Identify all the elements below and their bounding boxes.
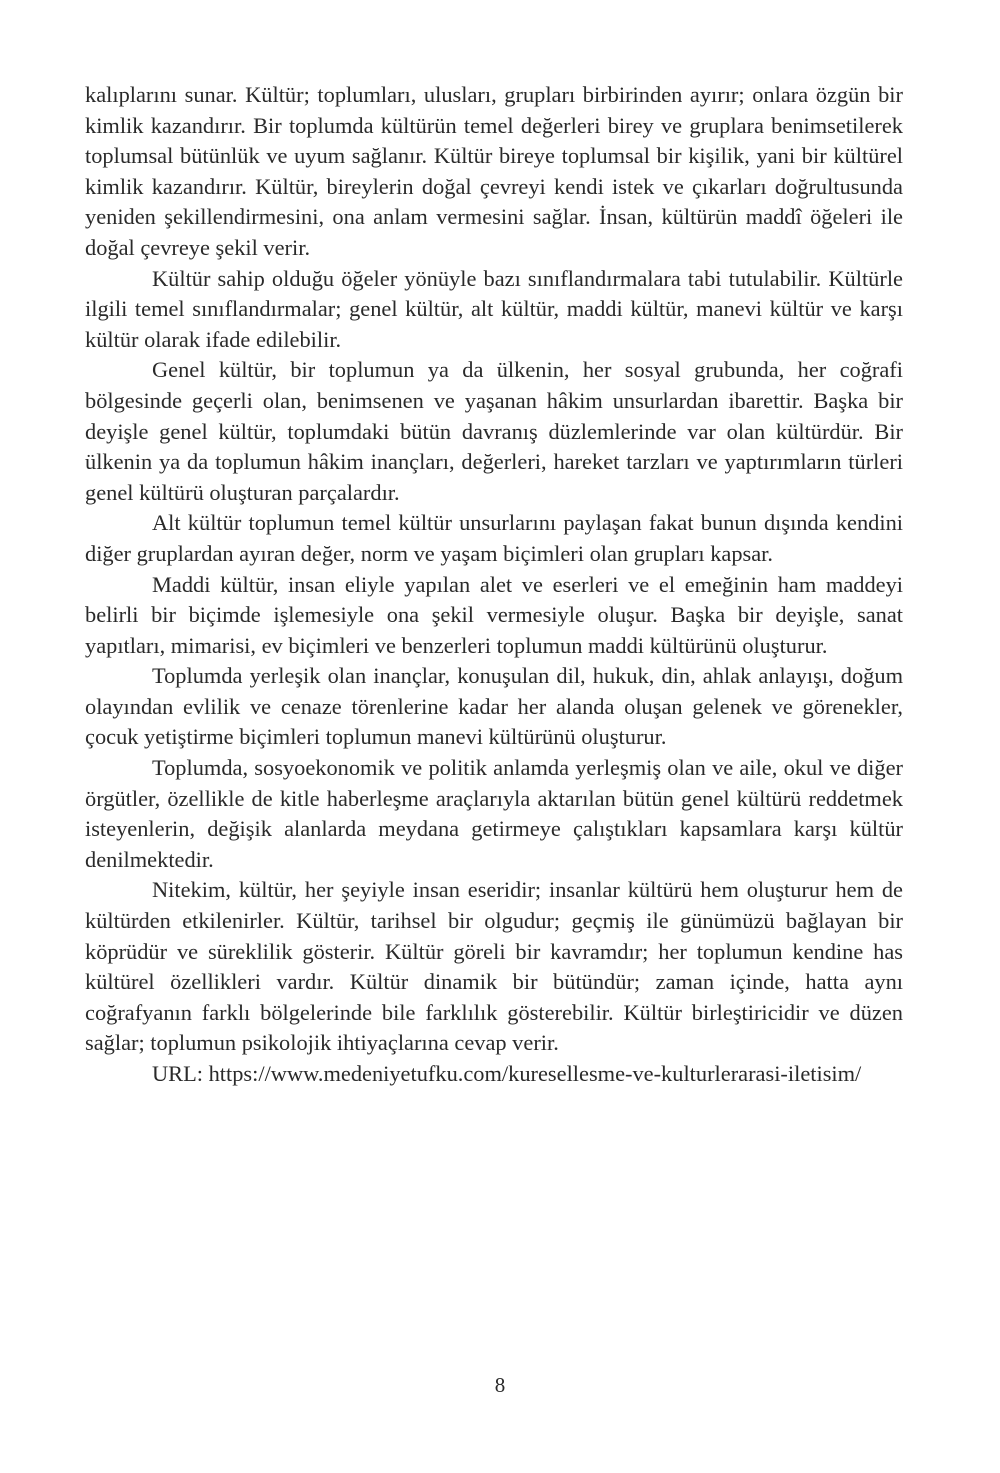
paragraph-general-culture: Genel kültür, bir toplumun ya da ülkenin, her sosyal grubunda, her coğrafi bölgesinde geçerli olan, benimsenen ve yaşanan hâkim unsurlardan ibarettir. Başka bir deyişle genel kültür, toplumdaki bütün davranış düzlemlerinde var olan kültürdür. Bir ülkenin ya da toplumun hâkim inançları, değerleri, hareket tarzları ve yaptırımların türleri genel kültürü oluşturan parçalardır. bbox=[85, 357, 903, 505]
source-url: URL: https://www.medeniyetufku.com/kuresellesme-ve-kulturlerarasi-iletisim/ bbox=[152, 1061, 862, 1086]
paragraph-counter-culture: Toplumda, sosyoekonomik ve politik anlamda yerleşmiş olan ve aile, okul ve diğer örgütler, özellikle de kitle haberleşme araçlarıyla aktarılan bütün genel kültürü reddetmek isteyenlerin, değişik alanlarda meydana getirmeye çalıştıkları kapsamlara karşı kültür denilmektedir. bbox=[85, 755, 903, 872]
paragraph-spiritual-culture: Toplumda yerleşik olan inançlar, konuşulan dil, hukuk, din, ahlak anlayışı, doğum olayından evlilik ve cenaze törenlerine kadar her alanda oluşan gelenek ve görenekler, çocuk yetiştirme biçimleri toplumun manevi kültürünü oluşturur. bbox=[85, 663, 903, 750]
paragraph-continuation: kalıplarını sunar. Kültür; toplumları, ulusları, grupları birbirinden ayırır; onlara özgün bir kimlik kazandırır. Bir toplumda kültürün temel değerleri birey ve gruplara benimsetilerek toplumsal bütünlük ve uyum sağlanır. Kültür bireye toplumsal bir kişilik, yani bir kültürel kimlik kazandırır. Kültür, bireylerin doğal çevreyi kendi istek ve çıkarları doğrultusunda yeniden şekillendirmesini, ona anlam vermesini sağlar. İnsan, kültürün maddî öğeleri ile doğal çevreye şekil verir. bbox=[85, 82, 903, 260]
page-number: 8 bbox=[494, 1373, 506, 1397]
paragraph-culture-properties: Nitekim, kültür, her şeyiyle insan eseridir; insanlar kültürü hem oluşturur hem de kültürden etkilenirler. Kültür, tarihsel bir olgudur; geçmiş ile günümüzü bağlayan bir köprüdür ve süreklilik gösterir. Kültür göreli bir kavramdır; her toplumun kendine has kültürel özellikleri vardır. Kültür dinamik bir bütündür; zaman içinde, hatta aynı coğrafyanın farklı bölgelerinde bile farklılık gösterebilir. Kültür birleştiricidir ve düzen sağlar; toplumun psikolojik ihtiyaçlarına cevap verir. bbox=[85, 877, 903, 1056]
page-body bbox=[85, 80, 903, 1090]
paragraph-subculture: Alt kültür toplumun temel kültür unsurlarını paylaşan fakat bunun dışında kendini diğer gruplardan ayıran değer, norm ve yaşam biçimleri olan grupları kapsar. bbox=[85, 510, 903, 566]
paragraph-culture-classification: Kültür sahip olduğu öğeler yönüyle bazı sınıflandırmalara tabi tutulabilir. Kültürle ilgili temel sınıflandırmalar; genel kültür, alt kültür, maddi kültür, manevi kültür ve karşı kültür olarak ifade edilebilir. bbox=[85, 265, 903, 352]
paragraph-material-culture: Maddi kültür, insan eliyle yapılan alet ve eserleri ve el emeğinin ham maddeyi belirli bir biçimde işlemesiyle ona şekil vermesiyle oluşur. Başka bir deyişle, sanat yapıtları, mimarisi, ev biçimleri ve benzerleri toplumun maddi kültürünü oluşturur. bbox=[85, 571, 903, 658]
